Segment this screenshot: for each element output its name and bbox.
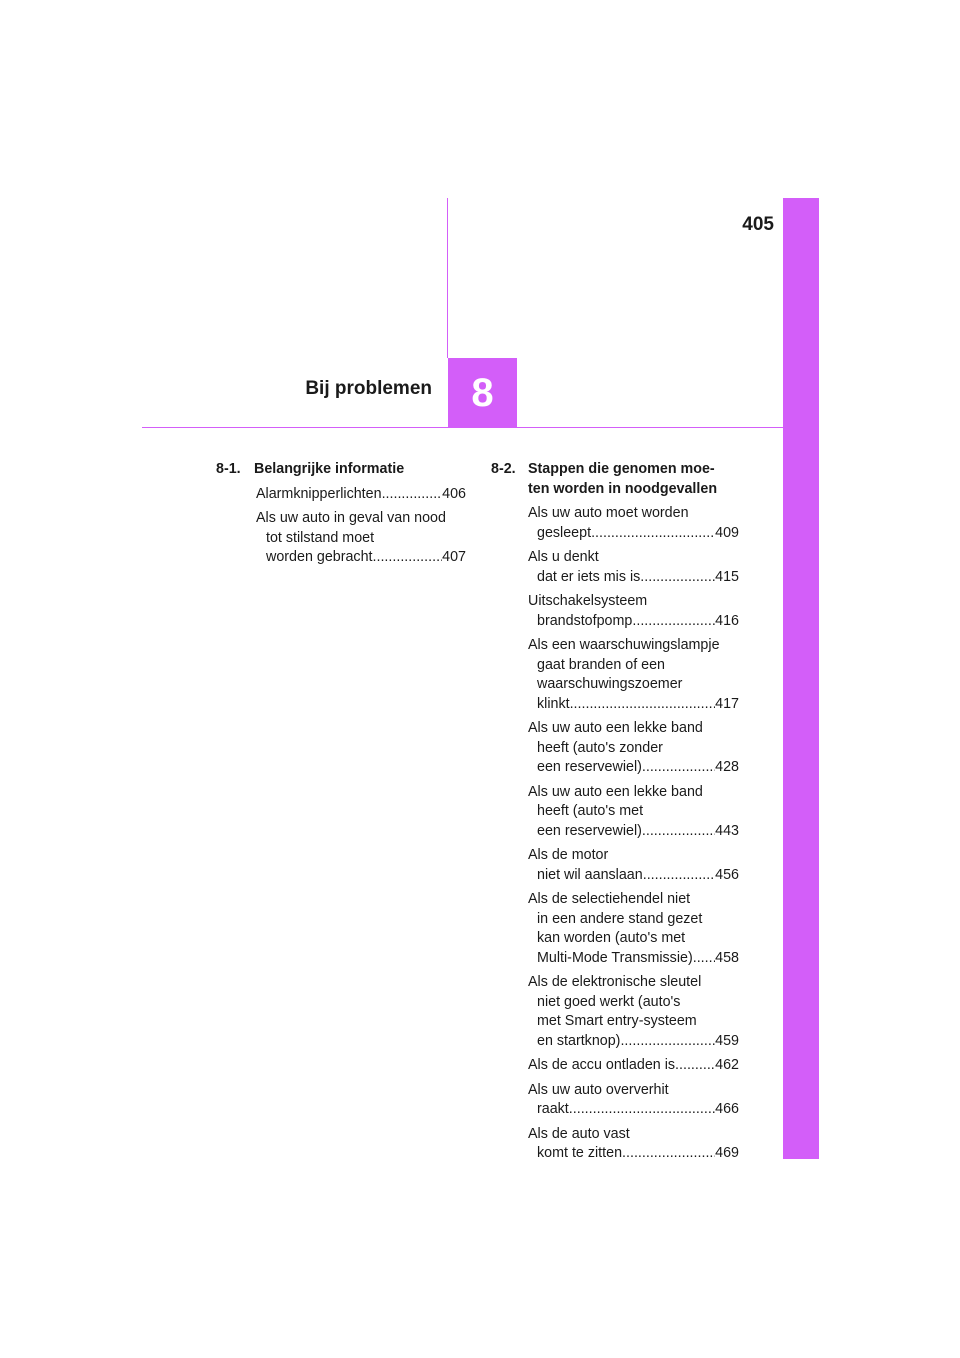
toc-section [216, 460, 466, 568]
toc-entry-line [528, 910, 739, 930]
toc-entry-page: 456 [715, 866, 739, 883]
toc-entry-line [528, 719, 739, 739]
dot-leader [591, 524, 715, 544]
toc-entry-line [528, 890, 739, 910]
dot-leader [382, 485, 443, 505]
dot-leader [642, 758, 715, 778]
toc-entry-page: 466 [715, 1101, 739, 1117]
toc-entry-line [528, 866, 739, 886]
toc-entry[interactable] [528, 846, 739, 885]
toc-entry-page: 416 [715, 612, 739, 629]
toc-entry-line [528, 592, 739, 612]
toc-entry-line [528, 1125, 739, 1145]
toc-entry-page: 409 [715, 524, 739, 541]
toc-entry-text: Als de selectiehendel niet [528, 891, 691, 907]
toc-entry-text: Als een waarschuwingslampje [528, 637, 720, 653]
toc-entry-text: niet goed werkt (auto's [537, 993, 681, 1010]
toc-entry-page: 417 [715, 695, 739, 712]
toc-entry-text: kan worden (auto's met [537, 930, 686, 946]
toc-entry-text: Als uw auto oververhit [528, 1081, 669, 1098]
header-vertical-rule [447, 198, 448, 358]
section-heading [491, 460, 739, 499]
toc-entry-text: worden gebracht [266, 549, 373, 565]
toc-entry-line [528, 675, 739, 695]
toc-entry-line [528, 524, 739, 544]
toc-entry[interactable] [256, 509, 466, 568]
toc-entry-line [528, 1144, 739, 1164]
toc-entry[interactable] [256, 485, 466, 505]
toc-entry-page: 459 [715, 1032, 739, 1049]
toc-entry-line [528, 1100, 739, 1120]
toc-entry[interactable] [528, 719, 739, 778]
toc-section [491, 460, 739, 1164]
toc-entry-text: gaat branden of een [537, 656, 665, 673]
toc-entry[interactable] [528, 890, 739, 968]
toc-entry-text: waarschuwingszoemer [537, 676, 683, 692]
toc-entry-page: 462 [715, 1057, 739, 1073]
section-title: Belangrijke informatie [254, 461, 405, 477]
toc-entry[interactable] [528, 592, 739, 631]
toc-entry-line [528, 739, 739, 759]
chapter-number-badge: 8 [448, 358, 517, 428]
toc-entry-line [528, 1032, 739, 1052]
toc-entry-page: 428 [715, 759, 739, 775]
toc-entry-line [256, 509, 466, 529]
toc-entry-text: komt te zitten [537, 1145, 623, 1161]
section-number: 8-2. [491, 461, 516, 477]
dot-leader [632, 612, 715, 632]
toc-item-list [491, 504, 739, 1164]
toc-entry-line [528, 949, 739, 969]
toc-entry-text: Uitschakelsysteem [528, 593, 648, 609]
dot-leader [373, 548, 443, 568]
toc-entry-text: met Smart entry-systeem [537, 1013, 697, 1029]
toc-entry-page: 415 [715, 568, 739, 585]
toc-entry-text: Als uw auto in geval van nood [256, 510, 446, 526]
toc-entry-line [528, 846, 739, 866]
toc-entry[interactable] [528, 783, 739, 842]
toc-entry-text: Als de elektronische sleutel [528, 974, 702, 990]
toc-entry-line [528, 1056, 739, 1076]
chapter-side-tab [783, 198, 819, 1159]
toc-entry-line [528, 758, 739, 778]
toc-entry-page: 458 [715, 949, 739, 966]
toc-entry-text: Als de auto vast [528, 1125, 630, 1142]
toc-entry-text: Als de motor [528, 847, 609, 863]
toc-entry-page: 406 [442, 485, 466, 502]
toc-item-list [216, 485, 466, 568]
toc-entry-line [256, 548, 466, 568]
toc-entry-line [528, 822, 739, 842]
toc-entry-text: raakt [537, 1101, 569, 1117]
toc-entry[interactable] [528, 1081, 739, 1120]
toc-entry-text: niet wil aanslaan [537, 866, 643, 883]
chapter-title: Bij problemen [305, 378, 432, 399]
toc-entry-text: een reservewiel) [537, 822, 642, 839]
toc-entry[interactable] [528, 548, 739, 587]
toc-entry-line [528, 929, 739, 949]
toc-entry-text: een reservewiel) [537, 759, 642, 775]
toc-entry-line [528, 504, 739, 524]
toc-entry-text: Multi-Mode Transmissie) [537, 949, 693, 966]
toc-entry-text: gesleept [537, 524, 592, 541]
toc-entry-line [528, 993, 739, 1013]
toc-entry-line [528, 1012, 739, 1032]
toc-entry-text: Als u denkt [528, 549, 599, 565]
dot-leader [620, 1032, 715, 1052]
toc-entry-text: heeft (auto's met [537, 803, 644, 819]
toc-entry-line [256, 529, 466, 549]
toc-entry-line [528, 973, 739, 993]
dot-leader [643, 866, 715, 886]
dot-leader [642, 822, 715, 842]
toc-entry-line [528, 568, 739, 588]
toc-entry-line [256, 485, 466, 505]
toc-entry-text: Als uw auto een lekke band [528, 720, 703, 736]
toc-entry-line [528, 802, 739, 822]
toc-entry-page: 469 [715, 1145, 739, 1161]
toc-entry-line [528, 636, 739, 656]
toc-entry[interactable] [528, 973, 739, 1051]
toc-entry-line [528, 548, 739, 568]
toc-entry-text: en startknop) [537, 1032, 621, 1049]
toc-entry[interactable] [528, 636, 739, 714]
toc-entry-line [528, 656, 739, 676]
dot-leader [570, 695, 716, 715]
section-title: Stappen die genomen moe- ten worden in noodgevallen [528, 461, 718, 497]
toc-entry-text: klinkt [537, 695, 570, 712]
toc-entry-line [528, 612, 739, 632]
toc-entry-text: Alarmknipperlichten [256, 485, 382, 502]
toc-entry-text: Als de accu ontladen is [528, 1057, 676, 1073]
toc-entry-page: 443 [715, 822, 739, 839]
toc-entry-text: tot stilstand moet [266, 529, 375, 546]
toc-entry-line [528, 1081, 739, 1101]
dot-leader [622, 1144, 715, 1164]
toc-entry-text: in een andere stand gezet [537, 910, 703, 927]
toc-entry[interactable] [528, 1125, 739, 1164]
toc-entry-line [528, 783, 739, 803]
section-number: 8-1. [216, 461, 241, 477]
dot-leader [640, 568, 715, 588]
toc-entry-text: dat er iets mis is [537, 568, 641, 585]
toc-entry-text: heeft (auto's zonder [537, 739, 663, 756]
section-heading [216, 460, 466, 480]
dot-leader [693, 949, 715, 969]
toc-entry[interactable] [528, 1056, 739, 1076]
dot-leader [675, 1056, 715, 1076]
toc-entry[interactable] [528, 504, 739, 543]
toc-entry-page: 407 [442, 549, 466, 565]
toc-entry-text: Als uw auto moet worden [528, 505, 689, 521]
page-number: 405 [742, 214, 774, 235]
toc-entry-line [528, 695, 739, 715]
toc-entry-text: Als uw auto een lekke band [528, 783, 703, 800]
dot-leader [569, 1100, 715, 1120]
toc-entry-text: brandstofpomp [537, 612, 633, 629]
